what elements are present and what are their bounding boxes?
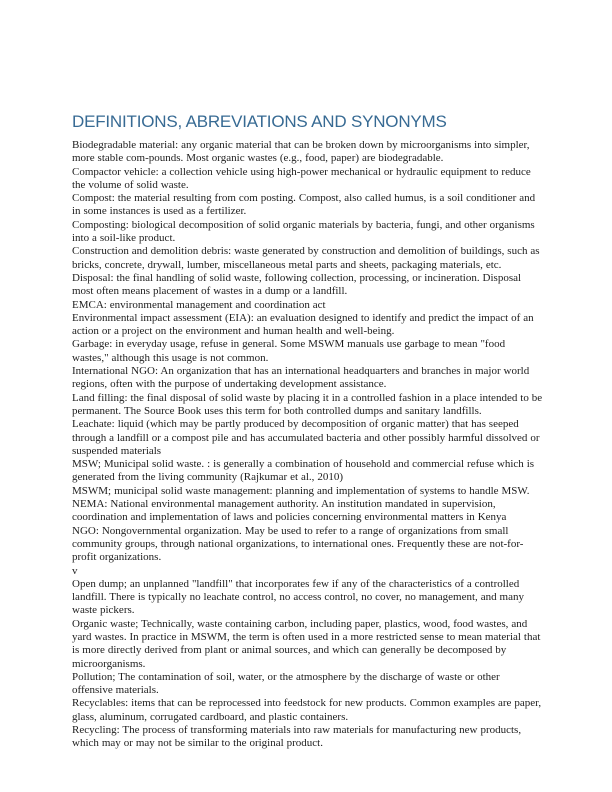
definition-paragraph: Organic waste; Technically, waste containing carbon, including paper, plastics, wood, food wastes, and yard wastes. In practice in MSWM, the term is often used in a more restricted sense to mean material that is more directly derived from plant or animal sources, and which can generally be decomposed by microorganisms.	[72, 617, 541, 670]
definition-paragraph: Composting: biological decomposition of solid organic materials by bacteria, fungi, and other organisms into a soil-like product.	[72, 218, 535, 245]
page-content	[72, 112, 543, 751]
definition-paragraph: Construction and demolition debris: waste generated by construction and demolition of buildings, such as bricks, concrete, drywall, lumber, miscellaneous metal parts and sheets, packaging materials, etc.	[72, 245, 540, 271]
definition-paragraph: Biodegradable material: any organic material that can be broken down by microorganisms into simpler, more stable com-pounds. Most organic wastes (e.g., food, paper) are biodegradable.	[72, 139, 530, 165]
definition-paragraph: Leachate: liquid (which may be partly produced by decomposition of organic matter) that has seeped through a landfill or a compost pile and has accumulated bacteria and other possibly harmful dissolved or suspended materials	[72, 418, 540, 457]
definition-paragraph: Environmental impact assessment (EIA): an evaluation designed to identify and predict the impact of an action or a project on the environment and human health and well-being.	[72, 311, 534, 338]
definition-paragraph: Garbage: in everyday usage, refuse in general. Some MSWM manuals use garbage to mean "food wastes," although this usage is not common.	[72, 338, 506, 364]
page-title: DEFINITIONS, ABREVIATIONS AND SYNONYMS	[72, 112, 447, 131]
definition-paragraph: MSWM; municipal solid waste management: planning and implementation of systems to handle MSW.	[72, 484, 530, 497]
definition-paragraph: Open dump; an unplanned "landfill" that incorporates few if any of the characteristics of a controlled landfill. There is typically no leachate control, no access control, no cover, no management, and many waste pickers.	[72, 577, 524, 617]
definition-paragraph: International NGO: An organization that has an international headquarters and branches in major world regions, often with the purpose of undertaking development assistance.	[72, 365, 530, 391]
definition-paragraph: Land filling: the final disposal of solid waste by placing it in a controlled fashion in a place intended to be permanent. The Source Book uses this term for both controlled dumps and sanitary landfills.	[72, 391, 543, 417]
definition-paragraph: Compactor vehicle: a collection vehicle using high-power mechanical or hydraulic equipment to reduce the volume of solid waste.	[72, 165, 531, 191]
definition-paragraph: MSW; Municipal solid waste. : is generally a combination of household and commercial refuse which is generated from the living community (Rajkumar et al., 2010)	[72, 458, 535, 484]
definition-paragraph: Recycling: The process of transforming materials into raw materials for manufacturing new products, which may or may not be similar to the original product.	[72, 724, 522, 750]
definition-paragraph: Compost: the material resulting from com posting. Compost, also called humus, is a soil conditioner and in some instances is used as a fertilizer.	[72, 192, 536, 218]
definition-paragraph: Disposal: the final handling of solid waste, following collection, processing, or incineration. Disposal most often means placement of wastes in a dump or a landfill.	[72, 271, 522, 298]
definition-paragraph: Pollution; The contamination of soil, water, or the atmosphere by the discharge of waste or other offensive materials.	[72, 670, 500, 697]
stray-line-v: v	[72, 564, 78, 577]
definition-paragraph: NEMA: National environmental management authority. An institution mandated in supervision, coordination and implementation of laws and policies concerning environmental matters in Kenya	[72, 498, 507, 524]
definition-paragraph: NGO: Nongovernmental organization. May be used to refer to a range of organizations from small community groups, through national organizations, to international ones. Frequently these are not-for-profit organizations.	[72, 524, 524, 564]
definition-paragraph: Recyclables: items that can be reprocessed into feedstock for new products. Common examples are paper, glass, aluminum, corrugated cardboard, and plastic containers.	[72, 697, 542, 723]
definition-paragraph: EMCA: environmental management and coordination act	[72, 298, 326, 311]
